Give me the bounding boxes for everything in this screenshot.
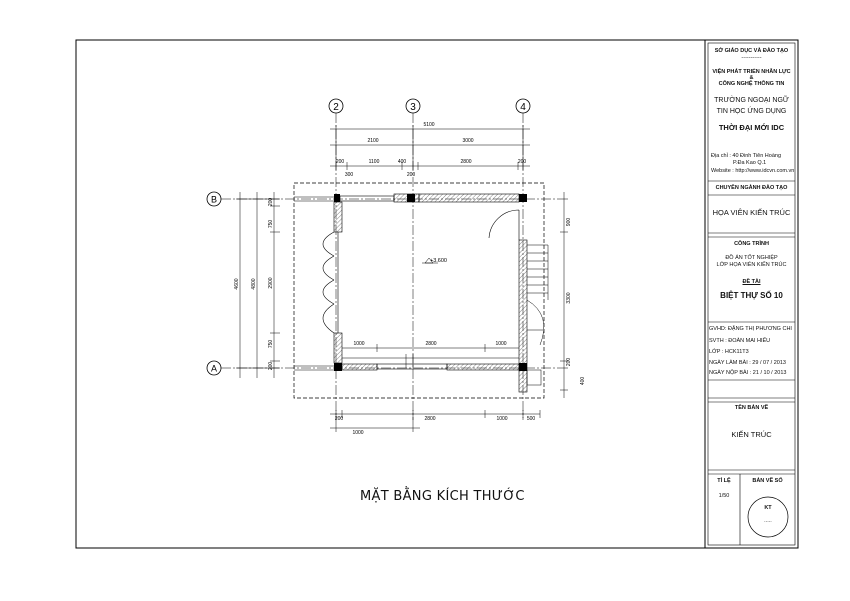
dim-inner-bottom: 1000 bbox=[495, 341, 507, 347]
dim-bottom-overall: 1000 bbox=[352, 430, 364, 436]
tb-amp: & bbox=[749, 75, 754, 81]
tb-major-value: HỌA VIÊN KIẾN TRÚC bbox=[712, 208, 791, 217]
walls bbox=[294, 194, 527, 392]
dim-right: 200 bbox=[566, 357, 572, 367]
dim-top-detail: 1100 bbox=[368, 159, 380, 165]
dim-top-overall: 5100 bbox=[423, 122, 435, 128]
dim-bottom-detail: 2800 bbox=[424, 416, 436, 422]
dim-top-detail: 200 bbox=[335, 159, 345, 165]
tb-school-line1: TRƯỜNG NGOẠI NGỮ bbox=[714, 97, 789, 104]
tb-sheet-no-label: BẢN VẼ SỐ bbox=[752, 478, 783, 484]
dim-bottom-detail: 1000 bbox=[496, 416, 508, 422]
tb-major-label: CHUYÊN NGÀNH ĐÀO TẠO bbox=[715, 185, 788, 191]
dim-right: 400 bbox=[580, 376, 586, 386]
door-swing bbox=[489, 210, 519, 240]
tb-sheet-name-label: TÊN BẢN VẼ bbox=[734, 405, 769, 411]
tb-gvhd: GVHD: ĐẶNG THỊ PHƯƠNG CHI bbox=[709, 326, 792, 332]
tb-sheet-name-value: KIẾN TRÚC bbox=[731, 430, 772, 439]
tb-website: Website : http://www.idcvn.com.vn bbox=[711, 168, 795, 174]
tb-address-line2: P.Đa Kao Q.1 bbox=[733, 160, 767, 166]
tb-school-line2: TIN HỌC ỨNG DỤNG bbox=[716, 108, 787, 115]
dim-top-detail: 400 bbox=[397, 159, 407, 165]
grid-lines bbox=[221, 113, 560, 420]
tb-brand: THỜI ĐẠI MỚI IDC bbox=[718, 123, 785, 132]
tb-svth: SVTH : ĐOÀN MAI HIẾU bbox=[709, 338, 771, 344]
dim-inner-top: 300 bbox=[344, 172, 354, 178]
tb-project-line2: LỚP HỌA VIÊN KIẾN TRÚC bbox=[716, 262, 787, 268]
tb-address-line1: Địa chỉ : 40 Đinh Tiên Hoàng bbox=[711, 153, 782, 159]
dim-inner-bottom: 2800 bbox=[425, 341, 437, 347]
tb-ngay-nop: NGÀY NỘP BÀI : 21 / 10 / 2013 bbox=[709, 370, 787, 376]
grid-label-4: 4 bbox=[520, 102, 526, 113]
tb-project-line1: ĐỒ ÁN TỐT NGHIỆP bbox=[725, 255, 778, 261]
tb-inst-line2: CÔNG NGHỆ THÔNG TIN bbox=[718, 81, 785, 87]
dim-left-detail: 750 bbox=[268, 219, 274, 229]
tb-scale-label: TỈ LỆ bbox=[717, 478, 731, 484]
sheet-number-circle bbox=[745, 494, 791, 540]
tb-sheet-code: KT bbox=[764, 505, 772, 511]
dim-left-detail: 2900 bbox=[268, 277, 274, 289]
grid-label-2: 2 bbox=[333, 102, 339, 113]
dim-bottom-detail: 500 bbox=[526, 416, 536, 422]
plan-title: MẶT BẰNG KÍCH THƯỚC bbox=[360, 489, 525, 504]
dim-top-detail: 2800 bbox=[460, 159, 472, 165]
tb-sheet-dots: ..... bbox=[764, 518, 772, 524]
dim-left-detail: 750 bbox=[268, 339, 274, 349]
dim-left-detail: 200 bbox=[268, 197, 274, 207]
tb-dept: SỞ GIÁO DỤC VÀ ĐÀO TẠO bbox=[714, 48, 789, 54]
dim-texts bbox=[234, 122, 586, 436]
tb-inst-line1: VIỆN PHÁT TRIỂN NHÂN LỰC bbox=[712, 69, 791, 75]
tb-topic-label: ĐỀ TÀI bbox=[742, 279, 761, 285]
dim-left-detail: 200 bbox=[268, 361, 274, 371]
tb-topic-value: BIỆT THỰ SỐ 10 bbox=[720, 291, 783, 300]
dim-chains bbox=[236, 125, 568, 432]
dim-top-detail: 200 bbox=[517, 159, 527, 165]
dim-left-overall: 4800 bbox=[251, 278, 257, 290]
dim-left-overall: 4600 bbox=[234, 278, 240, 290]
dim-top-seg: 2100 bbox=[367, 138, 379, 144]
outer-border bbox=[76, 40, 798, 548]
dim-right: 900 bbox=[566, 217, 572, 227]
tb-project-label: CÔNG TRÌNH bbox=[734, 241, 769, 247]
tb-lop: LỚP : HCK11T3 bbox=[709, 349, 749, 355]
step-extension bbox=[527, 370, 541, 385]
tb-ngay-lam: NGÀY LÀM BÀI : 29 / 07 / 2013 bbox=[709, 360, 786, 366]
dim-inner-top: 200 bbox=[406, 172, 416, 178]
dim-top-seg: 3000 bbox=[462, 138, 474, 144]
dim-bottom-detail: 200 bbox=[334, 416, 344, 422]
tb-dashes: ----------- bbox=[741, 55, 762, 61]
tb-scale-value: 1/50 bbox=[718, 493, 730, 499]
level-label: +3.600 bbox=[430, 258, 447, 264]
stairs bbox=[527, 245, 548, 345]
grid-label-b: B bbox=[210, 194, 218, 205]
grid-label-a: A bbox=[210, 363, 218, 374]
dim-inner-bottom: 1000 bbox=[353, 341, 365, 347]
dim-right: 3300 bbox=[566, 292, 572, 304]
grid-label-3: 3 bbox=[410, 102, 416, 113]
